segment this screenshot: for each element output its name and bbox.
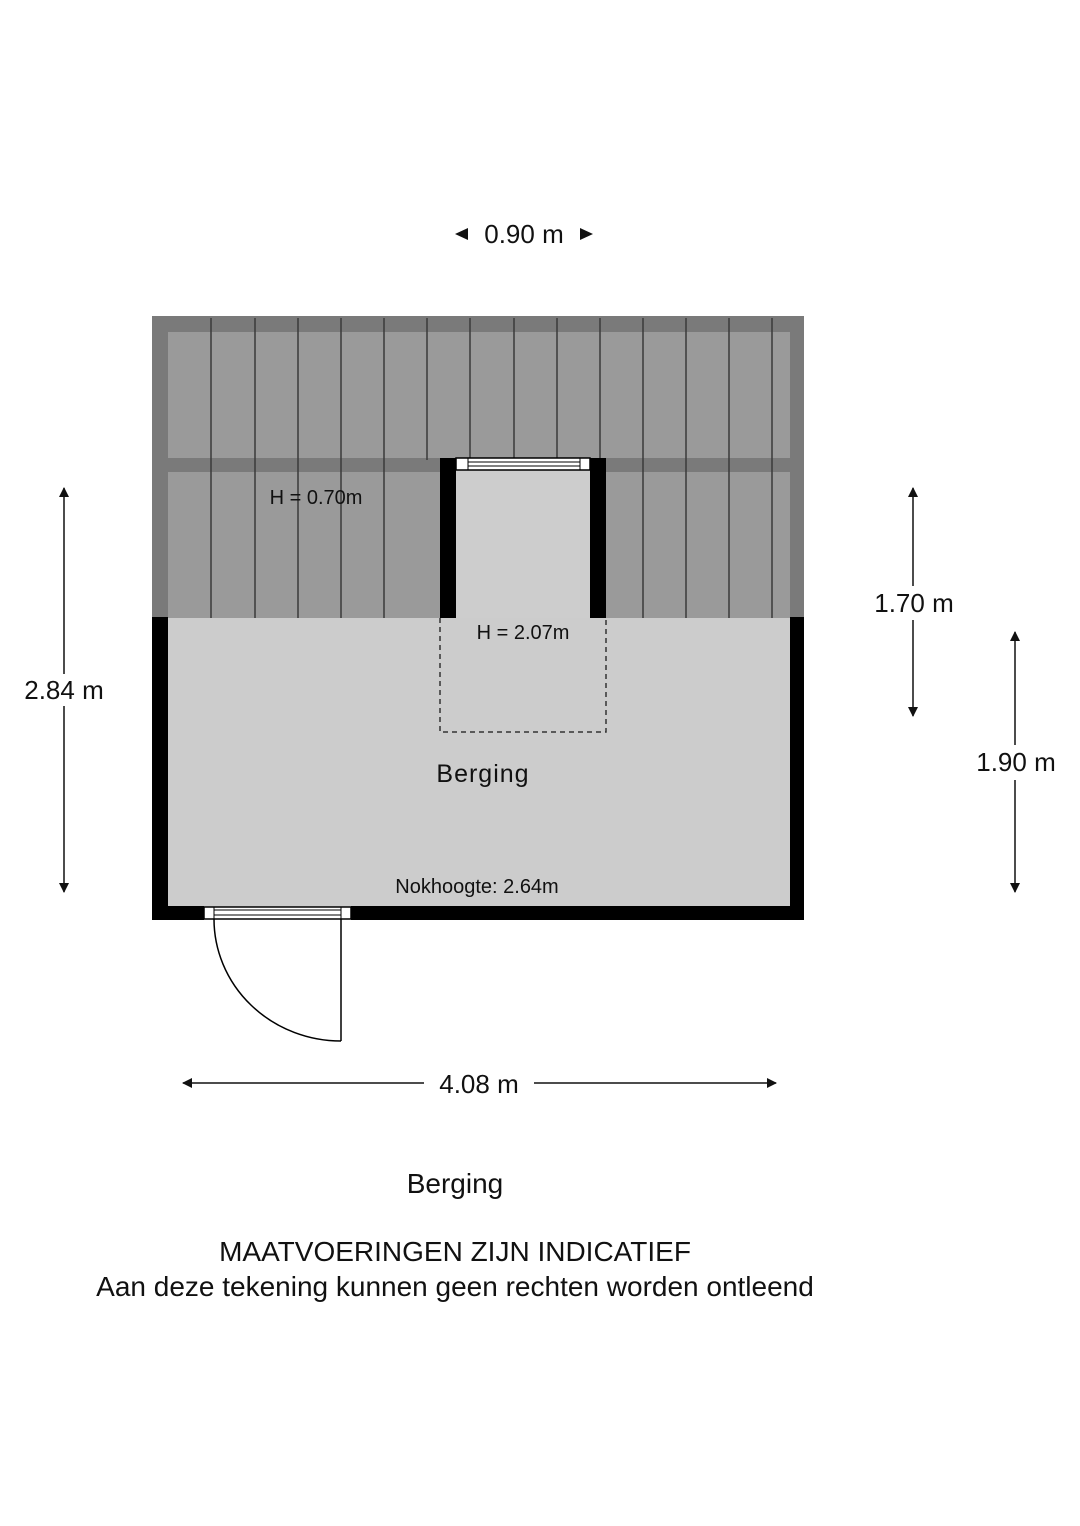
low-height-label: H = 0.70m [269,487,363,509]
dormer-wall-left [440,458,456,618]
roof-edge-left [152,316,168,618]
wall-bottom-right [351,906,804,920]
roof-edge-top [152,316,804,332]
disclaimer-heading: MAATVOERINGEN ZIJN INDICATIEF [219,1236,691,1267]
dimension-right-upper [874,488,954,716]
wall-bottom-left [152,906,204,920]
door-swing-arc [214,919,341,1041]
dimension-left-label: 2.84 m [24,675,104,705]
door-frame [204,907,351,919]
dimension-right-lower-label: 1.90 m [976,747,1056,777]
wall-left [152,617,168,920]
arrow-top-right [580,228,593,240]
dimension-bottom [183,1069,776,1099]
dimension-left [24,488,104,892]
dimension-top [455,219,593,249]
arrow-top-left [455,228,468,240]
dormer-wall-right [590,458,606,618]
ridge-height-label: Nokhoogte: 2.64m [395,876,559,898]
dimension-bottom-label: 4.08 m [439,1069,519,1099]
wall-right [790,617,804,920]
roof-edge-right [790,316,804,618]
caption-title: Berging [406,1168,504,1199]
dimension-top-label: 0.90 m [484,219,564,249]
room-name-label: Berging [436,760,530,788]
dimension-right-upper-label: 1.70 m [874,588,954,618]
dormer-window [456,458,590,470]
dormer-floor [455,470,591,618]
dimension-right-lower [976,632,1056,892]
dormer-height-label: H = 2.07m [476,622,570,644]
disclaimer-text: Aan deze tekening kunnen geen rechten worden ontleend [96,1271,814,1302]
door [204,907,351,1041]
